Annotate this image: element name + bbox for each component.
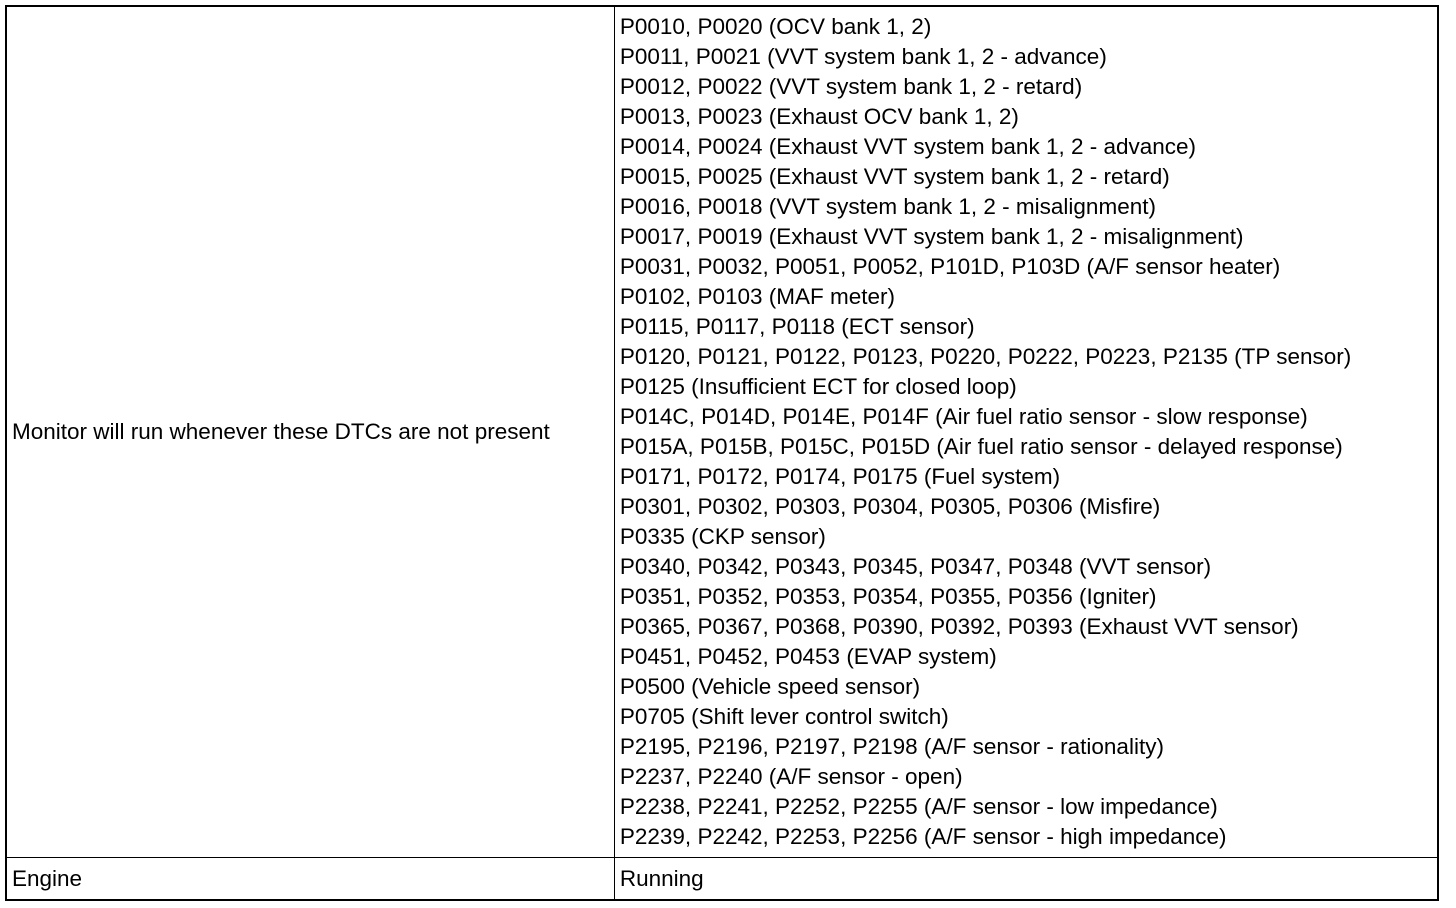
dtc-list-item: P0301, P0302, P0303, P0304, P0305, P0306 (Misfire) [619, 494, 1161, 519]
dtc-list-item: P0125 (Insufficient ECT for closed loop) [619, 374, 1017, 399]
dtc-list-cell [614, 6, 1438, 858]
dtc-list-item: P0015, P0025 (Exhaust VVT system bank 1, 2 - retard) [619, 164, 1170, 189]
dtc-list-item: P0115, P0117, P0118 (ECT sensor) [619, 314, 975, 339]
dtc-list-item: P2239, P2242, P2253, P2256 (A/F sensor - high impedance) [619, 824, 1227, 849]
table-row-engine [6, 858, 1438, 901]
table-row-dtc-conditions [6, 6, 1438, 858]
dtc-list-item: P0451, P0452, P0453 (EVAP system) [619, 644, 997, 669]
dtc-list-item: P0031, P0032, P0051, P0052, P101D, P103D (A/F sensor heater) [619, 254, 1281, 279]
conditions-table [5, 5, 1439, 901]
dtc-list-item: P0017, P0019 (Exhaust VVT system bank 1, 2 - misalignment) [619, 224, 1244, 249]
dtc-list-item: P0012, P0022 (VVT system bank 1, 2 - retard) [619, 74, 1083, 99]
dtc-list-item: P2237, P2240 (A/F sensor - open) [619, 764, 963, 789]
dtc-list-item: P0016, P0018 (VVT system bank 1, 2 - misalignment) [619, 194, 1156, 219]
dtc-list-item: P0120, P0121, P0122, P0123, P0220, P0222, P0223, P2135 (TP sensor) [619, 344, 1352, 369]
dtc-list-item: P014C, P014D, P014E, P014F (Air fuel ratio sensor - slow response) [619, 404, 1308, 429]
dtc-list-item: P0335 (CKP sensor) [619, 524, 826, 549]
dtc-list-item: P0365, P0367, P0368, P0390, P0392, P0393 (Exhaust VVT sensor) [619, 614, 1299, 639]
dtc-list-item: P0705 (Shift lever control switch) [619, 704, 949, 729]
engine-label-cell: Engine [6, 858, 614, 901]
dtc-list-item: P0014, P0024 (Exhaust VVT system bank 1, 2 - advance) [619, 134, 1197, 159]
dtc-list-item: P0102, P0103 (MAF meter) [619, 284, 895, 309]
dtc-list-item: P2238, P2241, P2252, P2255 (A/F sensor - low impedance) [619, 794, 1218, 819]
dtc-list [620, 12, 1433, 852]
dtc-list-item: P0011, P0021 (VVT system bank 1, 2 - advance) [619, 44, 1107, 69]
condition-label-cell: Monitor will run whenever these DTCs are not present [6, 6, 614, 858]
dtc-list-item: P0340, P0342, P0343, P0345, P0347, P0348 (VVT sensor) [619, 554, 1212, 579]
dtc-list-item: P0010, P0020 (OCV bank 1, 2) [619, 14, 932, 39]
dtc-list-item: P0500 (Vehicle speed sensor) [619, 674, 921, 699]
dtc-list-item: P0171, P0172, P0174, P0175 (Fuel system) [619, 464, 1061, 489]
dtc-list-item: P0351, P0352, P0353, P0354, P0355, P0356 (Igniter) [619, 584, 1157, 609]
engine-value-cell: Running [614, 858, 1438, 901]
dtc-list-item: P0013, P0023 (Exhaust OCV bank 1, 2) [619, 104, 1019, 129]
dtc-list-item: P2195, P2196, P2197, P2198 (A/F sensor - rationality) [619, 734, 1164, 759]
dtc-list-item: P015A, P015B, P015C, P015D (Air fuel ratio sensor - delayed response) [619, 434, 1343, 459]
